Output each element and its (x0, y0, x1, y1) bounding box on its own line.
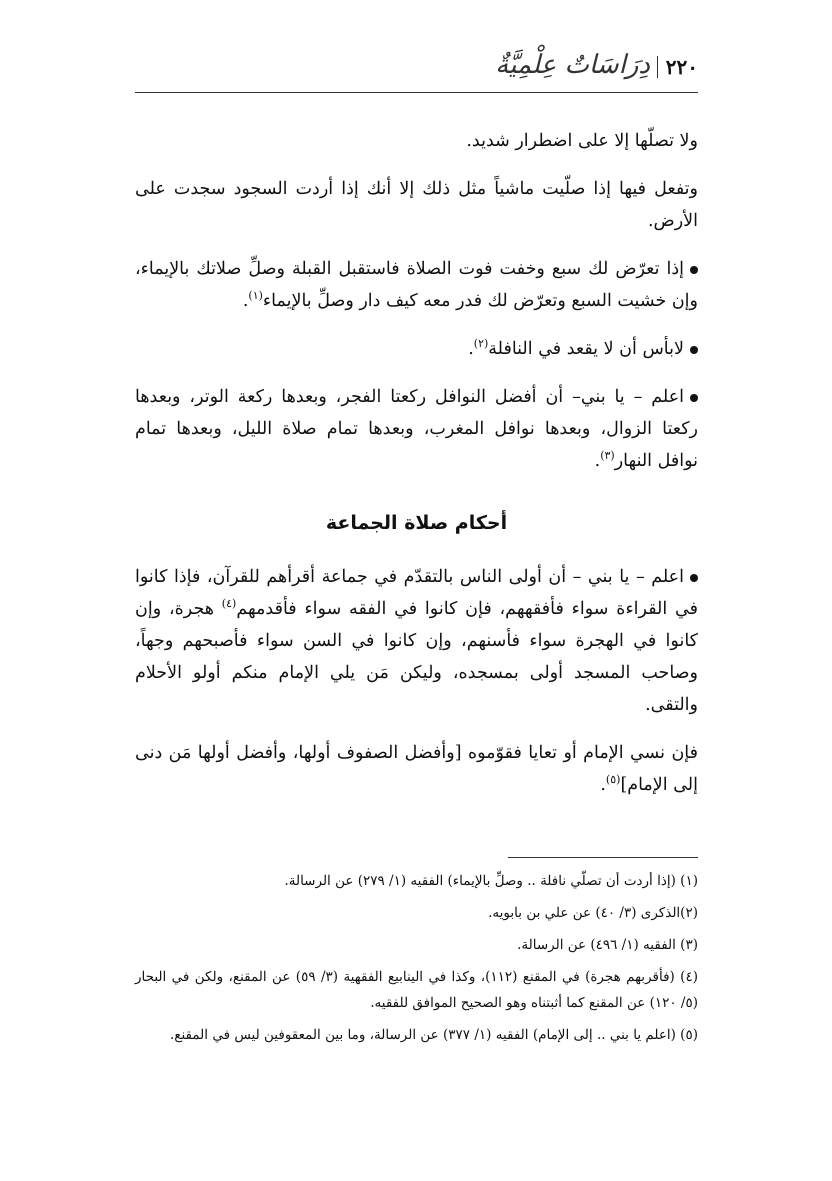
paragraph-5-text: اعلم – يا بني– أن أفضل النوافل ركعتا الفجر، وبعدها ركعة الوتر، وبعدها ركعتا الزوال، وبعدها نوافل المغرب، وبعدها تمام صلاة الليل، وبعدها تمام نوافل النهار (135, 387, 698, 471)
paragraph-7-text: فإن نسي الإمام أو تعايا فقوّموه [وأفضل الصفوف أولها، وأفضل أولها مَن دنى إلى الإمام] (135, 743, 698, 795)
paragraph-4-text: لابأس أن لا يقعد في النافلة (488, 339, 684, 359)
footnote-2: (٢)الذكرى (٣/ ٤٠) عن علي بن بابويه. (488, 905, 698, 921)
bullet-icon (690, 266, 698, 274)
footnote-1: (١) (إذا أردت أن تصلّي نافلة .. وصلِّ بالإيماء) الفقيه (١/ ٢٧٩) عن الرسالة. (284, 873, 698, 889)
paragraph-4-end: . (468, 339, 474, 359)
page-header (135, 50, 698, 93)
journal-title-logo: دِرَاسَاتٌ عِلْمِيَّةٌ (495, 50, 650, 80)
footnote-ref-3[interactable]: (٣) (600, 449, 615, 463)
paragraph-7 (135, 737, 698, 801)
paragraph-5 (135, 381, 698, 477)
bullet-icon (690, 574, 698, 582)
page-number: ٢٢٠ (657, 56, 698, 78)
footnote-5: (٥) (اعلم يا بني .. إلى الإمام) الفقيه (١/ ٣٧٧) عن الرسالة، وما بين المعقوفين ليس في المقنع. (169, 1027, 698, 1043)
footnote-ref-4[interactable]: (٤) (221, 597, 237, 611)
paragraph-6-text-after: هجرة، وإن كانوا في الهجرة سواء فأسنهم، وإن كانوا في السن سواء فأصبحهم وجهاً، وصاحب المسجد أولى بمسجده، وليكن مَن يلي الإمام منكم أولو الأحلام والتقى. (135, 599, 698, 715)
section-title: أحكام صلاة الجماعة (325, 512, 508, 534)
main-content (135, 125, 698, 817)
footnote-ref-1[interactable]: (١) (248, 289, 263, 303)
paragraph-6-text-before: اعلم – يا بني – أن أولى الناس بالتقدّم في جماعة أقرأهم للقرآن، فإذا كانوا في القراءة سواء فأفقههم، فإن كانوا في الفقه سواء فأقدمهم (135, 567, 699, 619)
bullet-icon (690, 346, 698, 354)
footnote-ref-5[interactable]: (٥) (605, 773, 621, 787)
footnote-ref-2[interactable]: (٢) (473, 337, 489, 351)
paragraph-1: ولا تصلّها إلا على اضطرار شديد. (466, 131, 698, 151)
paragraph-4 (135, 333, 698, 365)
footnotes (135, 868, 698, 1054)
footnote-4: (٤) (فأقربهم هجرة) في المقنع (١١٢)، وكذا في الينابيع الفقهية (٣/ ٥٩) عن المقنع، ولكن في البحار (٥/ ١٢٠) عن المقنع كما أثبتناه وهو الصحيح الموافق للفقيه. (135, 969, 698, 1011)
footnote-3: (٣) الفقيه (١/ ٤٩٦) عن الرسالة. (517, 937, 698, 953)
paragraph-5-end: . (594, 451, 601, 471)
paragraph-7-end: . (600, 775, 606, 795)
footnote-divider (508, 857, 698, 858)
paragraph-6 (135, 561, 698, 721)
paragraph-3-end: . (242, 291, 249, 311)
paragraph-3-text: إذا تعرّض لك سبع وخفت فوت الصلاة فاستقبل القبلة وصلِّ صلاتك بالإيماء، وإن خشيت السبع وتعرّض لك فدر معه كيف دار وصلِّ بالإيماء (135, 259, 698, 311)
paragraph-2: وتفعل فيها إذا صلّيت ماشياً مثل ذلك إلا أنك إذا أردت السجود سجدت على الأرض. (135, 179, 698, 231)
bullet-icon (690, 394, 698, 402)
paragraph-3 (135, 253, 698, 317)
